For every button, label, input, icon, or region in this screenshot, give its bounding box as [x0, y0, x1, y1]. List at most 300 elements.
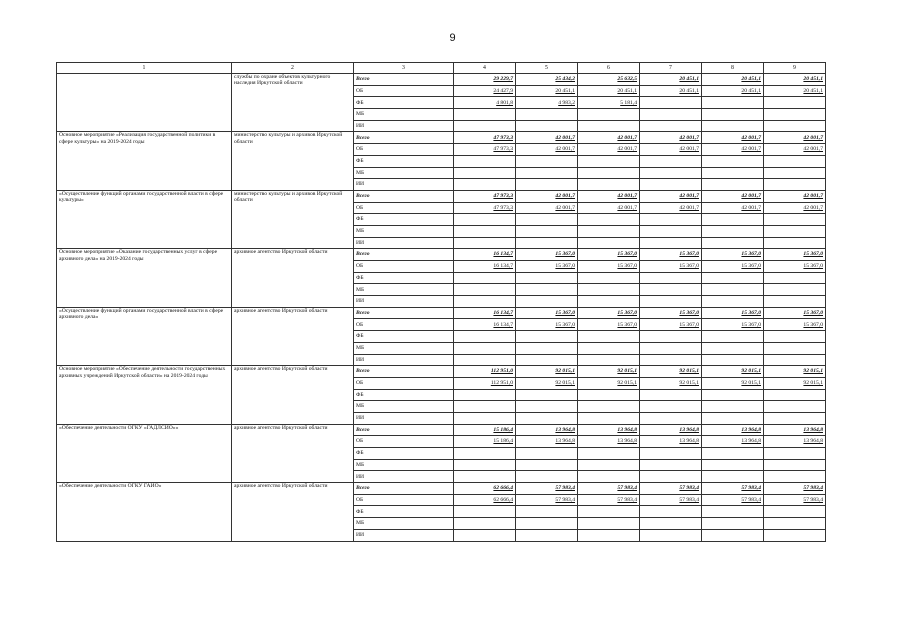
amount-cell [516, 296, 578, 308]
amount-cell [516, 506, 578, 518]
funding-source-label: ОБ [354, 319, 454, 331]
funding-source-label: МБ [354, 401, 454, 413]
header-cell: 8 [702, 63, 764, 74]
amount-cell [764, 401, 826, 413]
table-row [57, 483, 826, 495]
amount-cell: 15 367,0 [702, 319, 764, 331]
amount-cell: 42 001,7 [702, 132, 764, 144]
amount-cell [516, 120, 578, 132]
amount-cell: 42 001,7 [578, 144, 640, 156]
responsible-executor: архивное агентство Иркутской области [232, 366, 354, 424]
amount-cell: 42 001,7 [578, 190, 640, 202]
funding-source-label: ИИ [354, 237, 454, 249]
amount-cell [640, 225, 702, 237]
amount-cell: 25 632,5 [578, 74, 640, 86]
funding-source-label: ИИ [354, 179, 454, 191]
amount-cell: 15 367,0 [764, 261, 826, 273]
amount-cell: 42 001,7 [764, 190, 826, 202]
amount-cell: 47 973,3 [454, 144, 516, 156]
amount-cell: 15 367,0 [640, 307, 702, 319]
amount-cell [764, 155, 826, 167]
amount-cell [764, 459, 826, 471]
amount-cell [640, 459, 702, 471]
amount-cell [454, 155, 516, 167]
responsible-executor: архивное агентство Иркутской области [232, 424, 354, 482]
amount-cell [764, 342, 826, 354]
amount-cell [702, 342, 764, 354]
funding-source-label: ОБ [354, 494, 454, 506]
amount-cell [764, 296, 826, 308]
header-cell: 3 [354, 63, 454, 74]
amount-cell [516, 225, 578, 237]
amount-cell [702, 237, 764, 249]
amount-cell [702, 167, 764, 179]
amount-cell [702, 459, 764, 471]
amount-cell [702, 284, 764, 296]
amount-cell [640, 518, 702, 530]
amount-cell [454, 331, 516, 343]
funding-source-label: ИИ [354, 471, 454, 483]
amount-cell: 42 001,7 [764, 202, 826, 214]
table-row [57, 249, 826, 261]
table-row [57, 190, 826, 202]
funding-source-label: ОБ [354, 377, 454, 389]
amount-cell: 92 015,1 [764, 366, 826, 378]
amount-cell [454, 471, 516, 483]
amount-cell [578, 120, 640, 132]
amount-cell: 57 983,4 [578, 494, 640, 506]
amount-cell [640, 120, 702, 132]
funding-source-label: ОБ [354, 202, 454, 214]
amount-cell [702, 225, 764, 237]
amount-cell [640, 109, 702, 121]
amount-cell [516, 471, 578, 483]
funding-source-label: ФБ [354, 97, 454, 109]
amount-cell [640, 272, 702, 284]
amount-cell [578, 296, 640, 308]
amount-cell: 42 001,7 [640, 190, 702, 202]
amount-cell [702, 272, 764, 284]
amount-cell: 92 015,1 [516, 366, 578, 378]
header-cell: 5 [516, 63, 578, 74]
amount-cell: 24 427,9 [454, 85, 516, 97]
amount-cell: 13 964,8 [702, 424, 764, 436]
amount-cell: 15 367,0 [516, 249, 578, 261]
amount-cell [516, 237, 578, 249]
amount-cell [516, 155, 578, 167]
amount-cell [578, 529, 640, 541]
amount-cell: 42 001,7 [764, 144, 826, 156]
amount-cell [516, 459, 578, 471]
amount-cell [640, 471, 702, 483]
amount-cell [454, 506, 516, 518]
amount-cell: 15 186,4 [454, 436, 516, 448]
amount-cell [702, 331, 764, 343]
amount-cell: 15 367,0 [764, 249, 826, 261]
amount-cell [454, 389, 516, 401]
amount-cell [640, 529, 702, 541]
header-cell: 9 [764, 63, 826, 74]
amount-cell [454, 237, 516, 249]
amount-cell: 42 001,7 [640, 132, 702, 144]
amount-cell [454, 459, 516, 471]
amount-cell [640, 342, 702, 354]
funding-source-label: МБ [354, 167, 454, 179]
funding-source-label: МБ [354, 342, 454, 354]
funding-source-label: Всего [354, 74, 454, 86]
amount-cell [640, 284, 702, 296]
amount-cell [764, 389, 826, 401]
amount-cell [764, 412, 826, 424]
amount-cell [516, 179, 578, 191]
amount-cell [578, 331, 640, 343]
amount-cell [640, 389, 702, 401]
amount-cell [516, 109, 578, 121]
amount-cell [764, 167, 826, 179]
table-row [57, 424, 826, 436]
amount-cell [516, 412, 578, 424]
amount-cell: 13 964,8 [516, 436, 578, 448]
amount-cell [578, 109, 640, 121]
amount-cell [578, 272, 640, 284]
amount-cell [702, 471, 764, 483]
amount-cell: 15 367,0 [640, 249, 702, 261]
amount-cell [578, 412, 640, 424]
amount-cell [454, 120, 516, 132]
amount-cell [454, 401, 516, 413]
amount-cell [578, 471, 640, 483]
amount-cell [764, 214, 826, 226]
amount-cell: 57 983,4 [640, 494, 702, 506]
amount-cell [640, 401, 702, 413]
amount-cell [702, 296, 764, 308]
amount-cell: 42 001,7 [516, 190, 578, 202]
amount-cell [516, 272, 578, 284]
amount-cell: 15 367,0 [702, 307, 764, 319]
amount-cell: 13 964,8 [764, 436, 826, 448]
funding-source-label: Всего [354, 366, 454, 378]
budget-table [56, 62, 826, 542]
amount-cell: 92 015,1 [640, 377, 702, 389]
funding-source-label: ИИ [354, 354, 454, 366]
amount-cell [764, 120, 826, 132]
amount-cell [640, 179, 702, 191]
amount-cell: 42 001,7 [640, 202, 702, 214]
amount-cell [764, 284, 826, 296]
amount-cell [702, 412, 764, 424]
amount-cell: 42 001,7 [578, 132, 640, 144]
amount-cell [640, 167, 702, 179]
funding-source-label: ФБ [354, 214, 454, 226]
amount-cell: 42 001,7 [640, 144, 702, 156]
measure-description: «Осуществление функций органами государственной власти в сфере культуры» [57, 190, 232, 248]
responsible-executor: архивное агентство Иркутской области [232, 307, 354, 365]
funding-source-label: Всего [354, 424, 454, 436]
amount-cell [516, 167, 578, 179]
amount-cell: 20 451,1 [764, 85, 826, 97]
measure-description: Основное мероприятие «Обеспечение деятельности государственных архивных учреждений Иркутской области» на 2019-2024 годы [57, 366, 232, 424]
header-row [57, 63, 826, 74]
amount-cell [764, 109, 826, 121]
responsible-executor: министерство культуры и архивов Иркутской области [232, 132, 354, 190]
amount-cell [640, 354, 702, 366]
funding-source-label: Всего [354, 249, 454, 261]
funding-source-label: МБ [354, 459, 454, 471]
amount-cell: 42 001,7 [516, 202, 578, 214]
amount-cell [764, 471, 826, 483]
measure-description [57, 74, 232, 132]
measure-description: «Обеспечение деятельности ОГКУ «ГАДЛСИО»» [57, 424, 232, 482]
funding-source-label: ОБ [354, 144, 454, 156]
amount-cell: 42 001,7 [702, 144, 764, 156]
amount-cell: 15 186,4 [454, 424, 516, 436]
amount-cell: 92 015,1 [702, 377, 764, 389]
amount-cell: 47 973,3 [454, 202, 516, 214]
header-cell: 1 [57, 63, 232, 74]
amount-cell [516, 529, 578, 541]
amount-cell: 15 367,0 [578, 307, 640, 319]
amount-cell: 47 973,3 [454, 190, 516, 202]
amount-cell: 16 134,7 [454, 261, 516, 273]
amount-cell: 15 367,0 [702, 261, 764, 273]
amount-cell [516, 389, 578, 401]
amount-cell [578, 225, 640, 237]
amount-cell: 15 367,0 [516, 307, 578, 319]
amount-cell [516, 284, 578, 296]
funding-source-label: ФБ [354, 155, 454, 167]
amount-cell [640, 237, 702, 249]
funding-source-label: ОБ [354, 261, 454, 273]
amount-cell [640, 448, 702, 460]
amount-cell [454, 167, 516, 179]
amount-cell [702, 448, 764, 460]
amount-cell [764, 518, 826, 530]
amount-cell: 42 001,7 [702, 190, 764, 202]
funding-source-label: ФБ [354, 272, 454, 284]
amount-cell: 15 367,0 [578, 261, 640, 273]
amount-cell [640, 155, 702, 167]
amount-cell: 15 367,0 [516, 261, 578, 273]
amount-cell: 42 001,7 [516, 144, 578, 156]
amount-cell [578, 354, 640, 366]
amount-cell: 13 964,8 [640, 436, 702, 448]
measure-description: «Осуществление функций органами государственной власти в сфере архивного дела» [57, 307, 232, 365]
amount-cell: 13 964,8 [702, 436, 764, 448]
amount-cell [764, 331, 826, 343]
amount-cell: 92 015,1 [764, 377, 826, 389]
amount-cell: 92 015,1 [640, 366, 702, 378]
amount-cell: 42 001,7 [702, 202, 764, 214]
amount-cell: 20 451,1 [640, 85, 702, 97]
amount-cell [702, 389, 764, 401]
amount-cell: 62 666,4 [454, 483, 516, 495]
amount-cell [640, 97, 702, 109]
responsible-executor: министерство культуры и архивов Иркутской области [232, 190, 354, 248]
amount-cell [764, 97, 826, 109]
amount-cell [578, 155, 640, 167]
amount-cell: 62 666,4 [454, 494, 516, 506]
amount-cell: 20 451,1 [702, 74, 764, 86]
amount-cell: 112 951,0 [454, 377, 516, 389]
funding-source-label: ИИ [354, 412, 454, 424]
amount-cell: 112 951,0 [454, 366, 516, 378]
amount-cell: 15 367,0 [764, 319, 826, 331]
funding-source-label: ОБ [354, 85, 454, 97]
amount-cell [454, 342, 516, 354]
header-cell: 4 [454, 63, 516, 74]
amount-cell [578, 459, 640, 471]
amount-cell [640, 412, 702, 424]
funding-source-label: ИИ [354, 529, 454, 541]
amount-cell: 4 801,8 [454, 97, 516, 109]
funding-source-label: МБ [354, 518, 454, 530]
amount-cell: 15 367,0 [578, 249, 640, 261]
amount-cell [764, 225, 826, 237]
amount-cell: 29 229,7 [454, 74, 516, 86]
amount-cell: 5 181,4 [578, 97, 640, 109]
funding-source-label: Всего [354, 190, 454, 202]
amount-cell: 15 367,0 [578, 319, 640, 331]
funding-source-label: ФБ [354, 506, 454, 518]
header-cell: 6 [578, 63, 640, 74]
table-row [57, 307, 826, 319]
amount-cell: 4 983,2 [516, 97, 578, 109]
funding-source-label: МБ [354, 109, 454, 121]
amount-cell [640, 296, 702, 308]
amount-cell: 13 964,8 [764, 424, 826, 436]
measure-description: Основное мероприятие «Реализация государственной политики в сфере культуры» на 2019-2024 годы [57, 132, 232, 190]
amount-cell [454, 296, 516, 308]
amount-cell: 20 451,1 [764, 74, 826, 86]
amount-cell [764, 529, 826, 541]
page-number: 9 [449, 32, 456, 44]
amount-cell [454, 284, 516, 296]
funding-source-label: ОБ [354, 436, 454, 448]
amount-cell: 42 001,7 [578, 202, 640, 214]
responsible-executor: службы по охране объектов культурного наследия Иркутской области [232, 74, 354, 132]
table-row [57, 74, 826, 86]
amount-cell: 92 015,1 [578, 366, 640, 378]
amount-cell [578, 518, 640, 530]
amount-cell [702, 401, 764, 413]
amount-cell [764, 506, 826, 518]
amount-cell: 15 367,0 [516, 319, 578, 331]
amount-cell [454, 272, 516, 284]
amount-cell [764, 237, 826, 249]
amount-cell [764, 179, 826, 191]
amount-cell [454, 354, 516, 366]
table-row [57, 366, 826, 378]
amount-cell: 57 983,4 [702, 494, 764, 506]
amount-cell: 13 964,8 [578, 436, 640, 448]
amount-cell: 15 367,0 [764, 307, 826, 319]
funding-source-label: МБ [354, 284, 454, 296]
amount-cell: 13 964,8 [516, 424, 578, 436]
amount-cell [454, 225, 516, 237]
amount-cell [454, 179, 516, 191]
amount-cell: 57 983,4 [702, 483, 764, 495]
amount-cell [578, 214, 640, 226]
amount-cell [578, 389, 640, 401]
amount-cell [454, 518, 516, 530]
funding-source-label: Всего [354, 307, 454, 319]
amount-cell: 15 367,0 [640, 261, 702, 273]
amount-cell: 20 451,1 [640, 74, 702, 86]
amount-cell: 16 134,7 [454, 307, 516, 319]
amount-cell [578, 401, 640, 413]
funding-source-label: ИИ [354, 296, 454, 308]
amount-cell [764, 354, 826, 366]
amount-cell: 57 983,4 [516, 494, 578, 506]
amount-cell: 15 367,0 [640, 319, 702, 331]
amount-cell [640, 331, 702, 343]
amount-cell [454, 448, 516, 460]
amount-cell [516, 448, 578, 460]
amount-cell [578, 179, 640, 191]
responsible-executor: архивное агентство Иркутской области [232, 249, 354, 307]
amount-cell: 57 983,4 [578, 483, 640, 495]
amount-cell [516, 518, 578, 530]
header-cell: 2 [232, 63, 354, 74]
header-cell: 7 [640, 63, 702, 74]
amount-cell [516, 214, 578, 226]
amount-cell: 20 451,1 [578, 85, 640, 97]
amount-cell [516, 342, 578, 354]
amount-cell [702, 214, 764, 226]
amount-cell [578, 237, 640, 249]
amount-cell [454, 412, 516, 424]
funding-source-label: МБ [354, 225, 454, 237]
amount-cell [702, 354, 764, 366]
funding-source-label: ФБ [354, 448, 454, 460]
amount-cell [454, 109, 516, 121]
measure-description: «Обеспечение деятельности ОГКУ ГАИО» [57, 483, 232, 541]
amount-cell [578, 448, 640, 460]
amount-cell [640, 214, 702, 226]
amount-cell [454, 529, 516, 541]
amount-cell [516, 331, 578, 343]
amount-cell [578, 167, 640, 179]
amount-cell: 92 015,1 [702, 366, 764, 378]
amount-cell: 57 983,4 [640, 483, 702, 495]
amount-cell: 47 973,3 [454, 132, 516, 144]
amount-cell [702, 97, 764, 109]
amount-cell [516, 401, 578, 413]
amount-cell [764, 272, 826, 284]
amount-cell: 42 001,7 [764, 132, 826, 144]
funding-source-label: ФБ [354, 331, 454, 343]
amount-cell: 20 451,1 [702, 85, 764, 97]
amount-cell [702, 529, 764, 541]
amount-cell: 13 964,8 [578, 424, 640, 436]
amount-cell: 13 964,8 [640, 424, 702, 436]
amount-cell [702, 120, 764, 132]
amount-cell [454, 214, 516, 226]
amount-cell [578, 506, 640, 518]
amount-cell [702, 506, 764, 518]
funding-source-label: Всего [354, 483, 454, 495]
amount-cell: 42 001,7 [516, 132, 578, 144]
funding-source-label: ФБ [354, 389, 454, 401]
amount-cell: 25 434,2 [516, 74, 578, 86]
amount-cell: 92 015,1 [516, 377, 578, 389]
amount-cell [764, 448, 826, 460]
amount-cell: 20 451,1 [516, 85, 578, 97]
amount-cell: 16 134,7 [454, 319, 516, 331]
amount-cell: 57 983,4 [764, 483, 826, 495]
amount-cell: 57 983,4 [516, 483, 578, 495]
amount-cell [516, 354, 578, 366]
